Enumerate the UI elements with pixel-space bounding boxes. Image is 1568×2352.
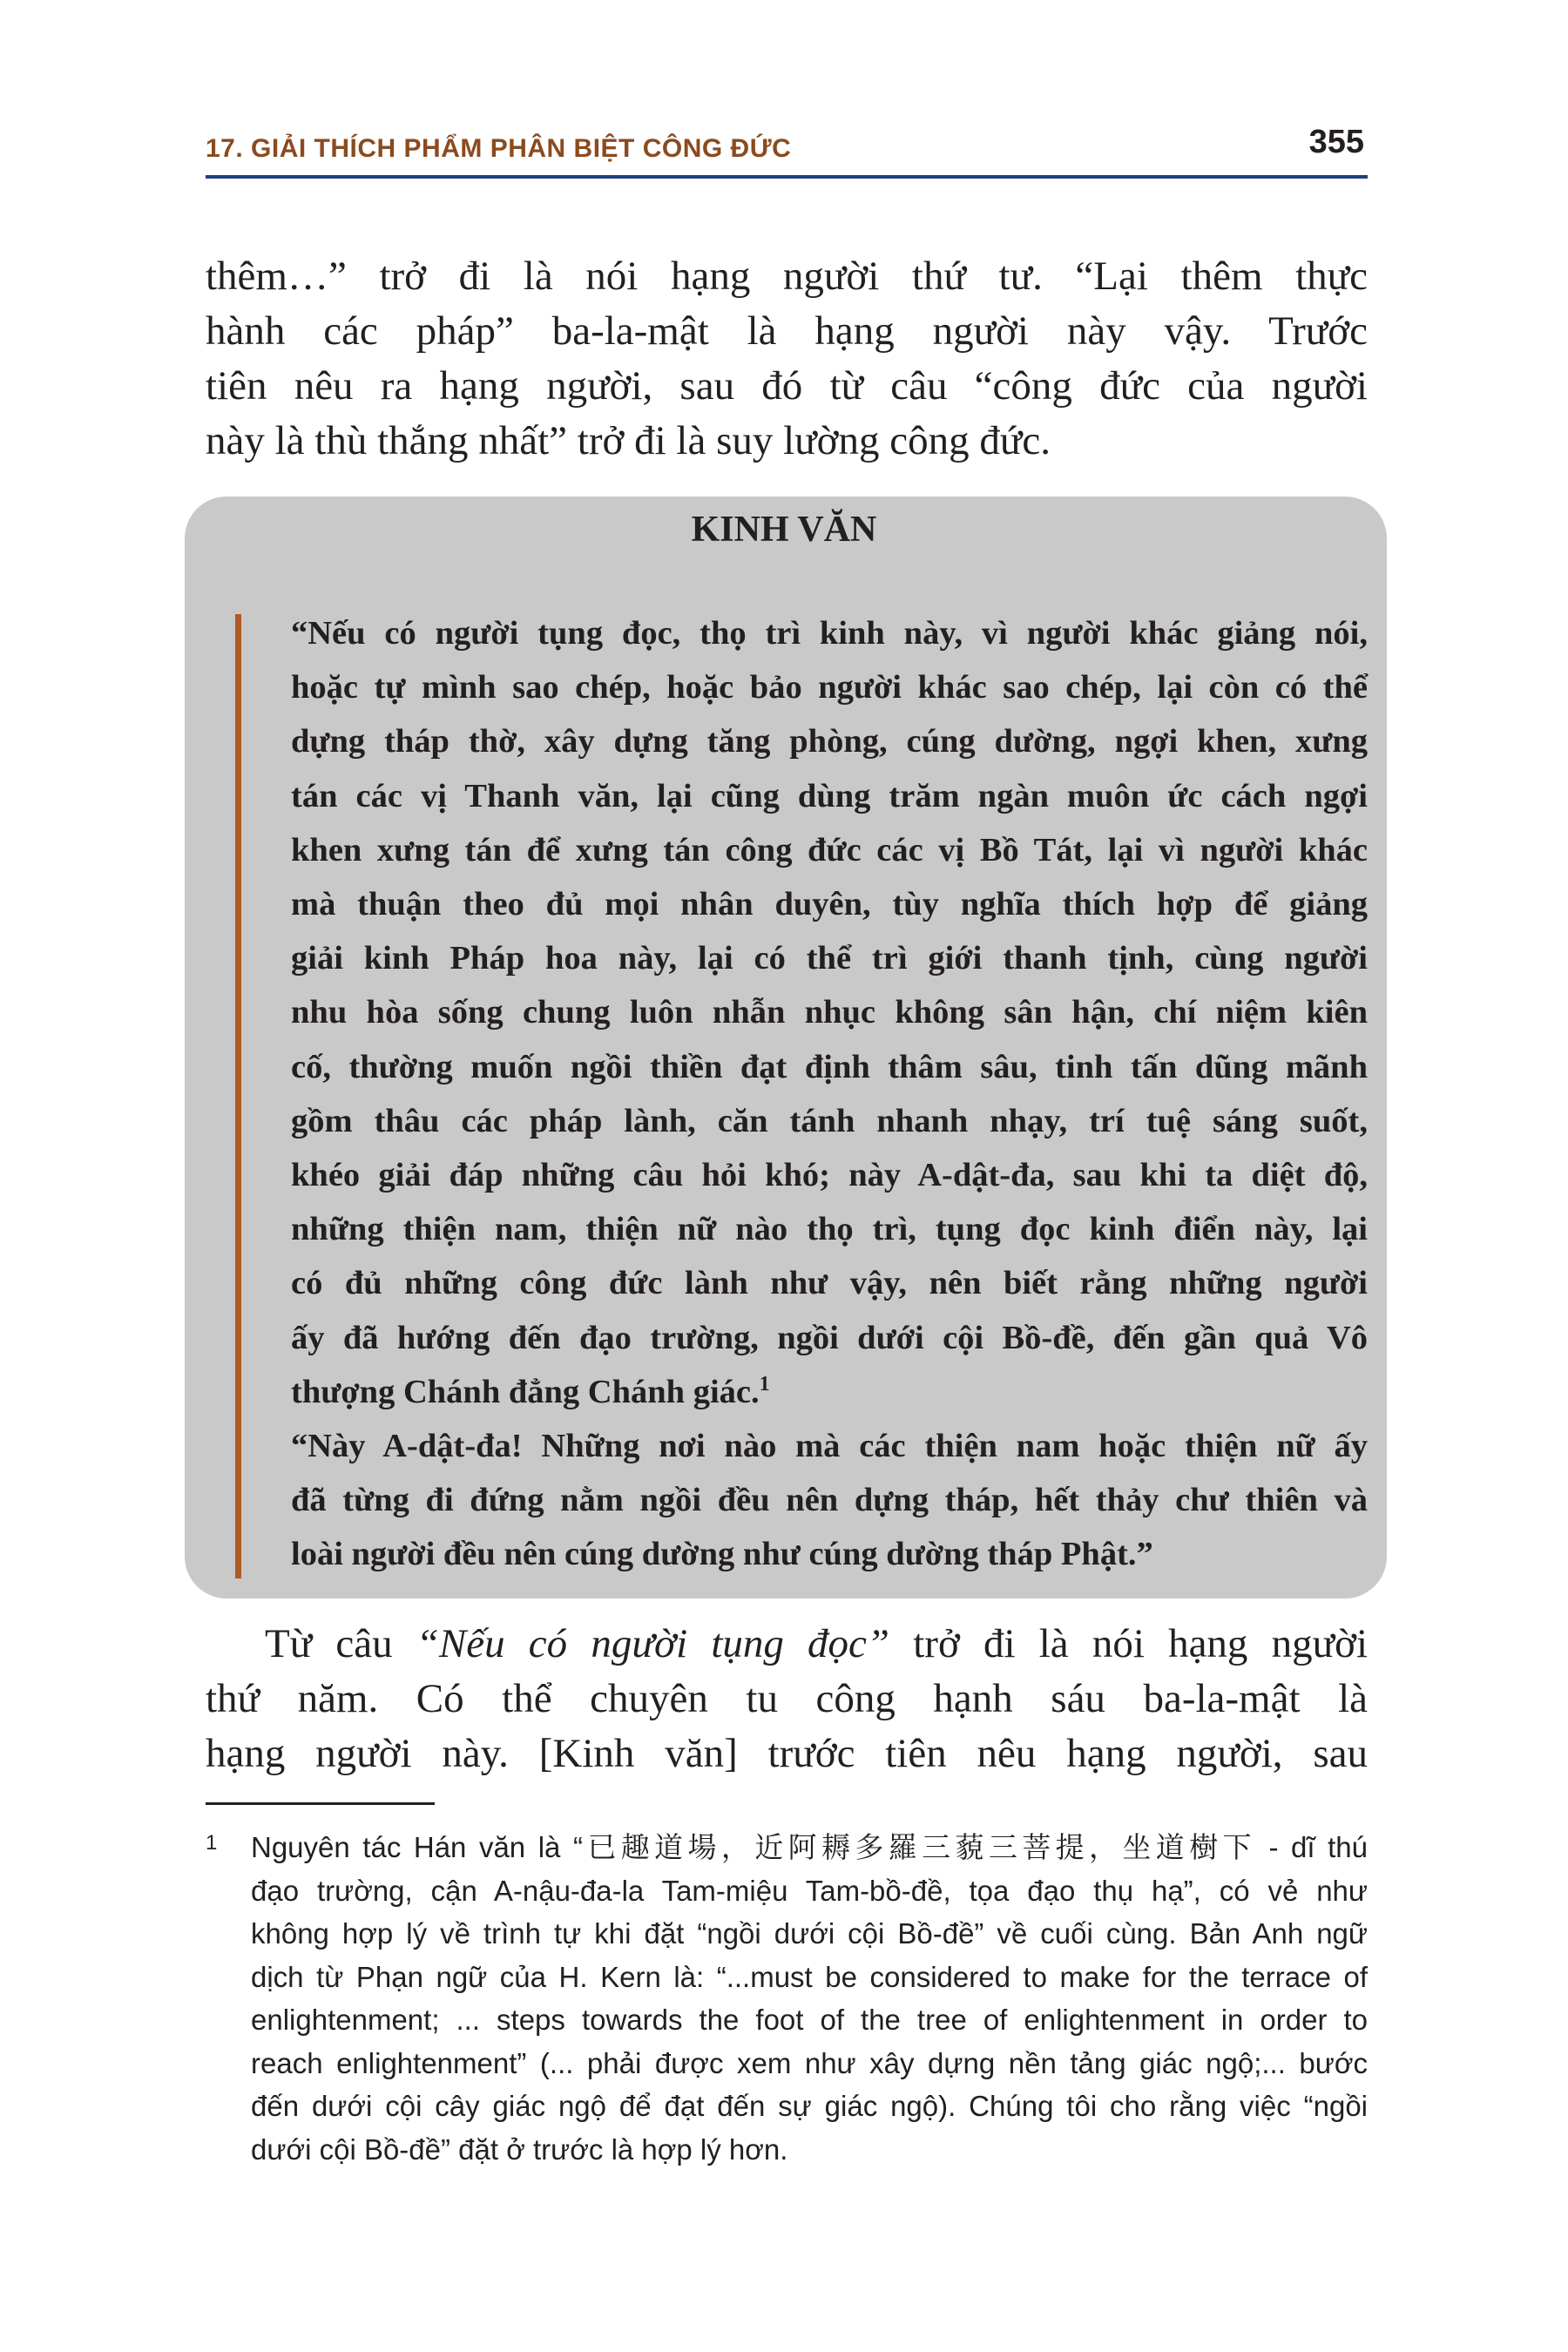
text-line: tiên nêu ra hạng người, sau đó từ câu “công đức của người [206,363,1368,409]
footnote-number: 1 [206,1831,218,1855]
sutra-line: cố, thường muốn ngồi thiền đạt định thâm sâu, tinh tấn dũng mãnh [291,1048,1368,1085]
footnote-rule [206,1802,435,1805]
sutra-line: giải kinh Pháp hoa này, lại có thể trì giới thanh tịnh, cùng người [291,940,1368,977]
text-line [206,1617,1368,1672]
footnote-line: dịch từ Phạn ngữ của H. Kern là: “...must be considered to make for the terrace of [251,1960,1368,1993]
text-line: này là thù thắng nhất” trở đi là suy lường công đức. [206,418,1051,463]
text-segment: trở đi là nói hạng người [889,1621,1369,1666]
sutra-line: có đủ những công đức lành như vậy, nên biết rằng những người [291,1265,1368,1302]
footnote-line: đến dưới cội cây giác ngộ để đạt đến sự giác ngộ). Chúng tôi cho rằng việc “ngồi [251,2090,1368,2122]
running-header [206,124,1368,172]
sutra-line [291,1365,1368,1419]
footnote-line: dưới cội Bồ-đề” đặt ở trước là hợp lý hơn. [251,2132,788,2166]
header-rule [206,175,1368,179]
text-line: thứ năm. Có thể chuyên tu công hạnh sáu ba-la-mật là [206,1676,1368,1721]
footnote-line: reach enlightenment” (... phải được xem như xây dựng nền tảng giác ngộ;... bước [251,2046,1368,2079]
footnote [206,1826,1368,2171]
sutra-line: những thiện nam, thiện nữ nào thọ trì, tụng đọc kinh điển này, lại [291,1211,1368,1248]
sutra-heading: KINH VĂN [691,510,877,550]
sutra-line: hoặc tự mình sao chép, hoặc bảo người khác sao chép, lại còn có thể [291,669,1368,706]
sutra-line: khen xưng tán để xưng tán công đức các vị Bồ Tát, lại vì người khác [291,831,1368,868]
sutra-line: khéo giải đáp những câu hỏi khó; này A-dật-đa, sau khi ta diệt độ, [291,1157,1368,1194]
chapter-title: 17. GIẢI THÍCH PHẨM PHÂN BIỆT CÔNG ĐỨC [206,134,792,163]
second-paragraph [206,1617,1368,1781]
sutra-line: nhu hòa sống chung luôn nhẫn nhục không sân hận, chí niệm kiên [291,994,1368,1031]
sutra-line-text: thượng Chánh đẳng Chánh giác. [291,1373,760,1410]
text-line: hành các pháp” ba-la-mật là hạng người này vậy. Trước [206,308,1368,354]
footnote-line: enlightenment; ... steps towards the foot of the tree of enlightenment in order to [251,2004,1368,2036]
footnote-line: không hợp lý về trình tự khi đặt “ngồi dưới cội Bồ-đề” về cuối cùng. Bản Anh ngữ [251,1917,1368,1950]
sutra-line: mà thuận theo đủ mọi nhân duyên, tùy nghĩa thích hợp để giảng [291,886,1368,923]
sutra-line: đã từng đi đứng nằm ngồi đều nên dựng tháp, hết thảy chư thiên và [291,1482,1368,1519]
text-line: thêm…” trở đi là nói hạng người thứ tư. “Lại thêm thực [206,253,1368,299]
sutra-line: “Nếu có người tụng đọc, thọ trì kinh này, vì người khác giảng nói, [291,615,1368,652]
italic-quote: “Nếu có người tụng đọc” [416,1621,890,1666]
sutra-line: ấy đã hướng đến đạo trường, ngồi dưới cội Bồ-đề, đến gần quả Vô [291,1319,1368,1356]
sutra-line: loài người đều nên cúng dường như cúng dường tháp Phật.” [291,1536,1153,1573]
footnote-line: đạo trường, cận A-nậu-đa-la Tam-miệu Tam-bồ-đề, tọa đạo thụ hạ”, có vẻ như [251,1874,1368,1907]
sutra-line: gồm thâu các pháp lành, căn tánh nhanh nhạy, trí tuệ sáng suốt, [291,1102,1368,1139]
footnote-line: Nguyên tác Hán văn là “已趣道場，近阿耨多羅三藐三菩提，坐道樹下 - dĩ thú [251,1831,1368,1863]
sutra-line: “Này A-dật-đa! Những nơi nào mà các thiện nam hoặc thiện nữ ấy [291,1428,1368,1465]
intro-paragraph [206,249,1368,469]
page-number: 355 [1308,124,1364,160]
sutra-line: tán các vị Thanh văn, lại cũng dùng trăm ngàn muôn ức cách ngợi [291,777,1368,814]
footnote-reference[interactable]: 1 [759,1373,770,1396]
text-segment: Từ câu [265,1621,416,1666]
sutra-text [291,606,1368,1582]
sutra-line: dựng tháp thờ, xây dựng tăng phòng, cúng dường, ngợi khen, xưng [291,723,1368,760]
sutra-accent-bar [235,614,241,1578]
text-line: hạng người này. [Kinh văn] trước tiên nêu hạng người, sau [206,1731,1368,1776]
